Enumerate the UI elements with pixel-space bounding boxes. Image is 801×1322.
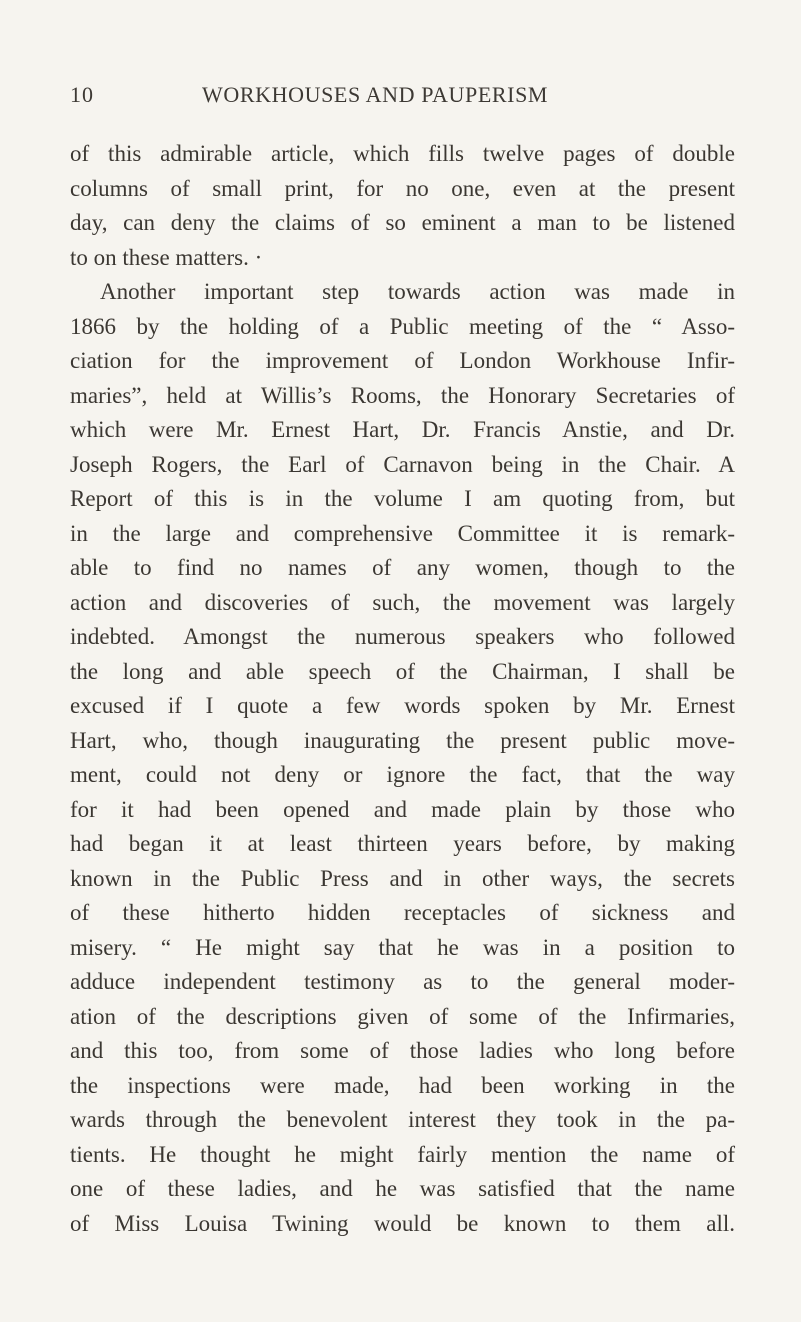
body-text — [70, 137, 735, 1241]
text-line: indebted. Amongst the numerous speakers who followed — [70, 624, 735, 649]
text-line: maries”, held at Willis’s Rooms, the Honorary Secretaries of — [70, 382, 735, 408]
text-line: the long and able speech of the Chairman, I shall be — [70, 658, 735, 684]
text-line: able to find no names of any women, though to the — [70, 555, 735, 580]
text-line: Report of this is in the volume I am quoting from, but — [70, 486, 735, 511]
text-line: Hart, who, though inaugurating the present public move- — [70, 727, 735, 753]
text-line: known in the Public Press and in other ways, the secrets — [70, 865, 735, 891]
text-line: day, can deny the claims of so eminent a man to be listened — [70, 210, 735, 235]
text-line-paragraph-start: Another important step towards action was made in — [100, 279, 735, 304]
text-line: of these hitherto hidden receptacles of sickness and — [70, 900, 735, 925]
text-line: ciation for the improvement of London Workhouse Infir- — [70, 348, 735, 373]
text-line: had began it at least thirteen years before, by making — [70, 831, 735, 856]
running-title: WORKHOUSES AND PAUPERISM — [202, 82, 549, 107]
text-line: for it had been opened and made plain by those who — [70, 796, 735, 822]
text-line: of this admirable article, which fills twelve pages of double — [70, 141, 735, 166]
text-line: of Miss Louisa Twining would be known to them all. — [70, 1210, 735, 1236]
text-line: tients. He thought he might fairly mention the name of — [70, 1141, 735, 1167]
text-line: ment, could not deny or ignore the fact, that the way — [70, 762, 735, 787]
text-line: and this too, from some of those ladies who long before — [70, 1038, 735, 1063]
text-line: action and discoveries of such, the movement was largely — [70, 589, 735, 615]
text-line: wards through the benevolent interest they took in the pa- — [70, 1107, 735, 1132]
text-line: one of these ladies, and he was satisfied that the name — [70, 1176, 735, 1201]
text-line: in the large and comprehensive Committee it is remark- — [70, 520, 735, 546]
page-number: 10 — [70, 82, 94, 107]
text-line: ation of the descriptions given of some of the Infirmaries, — [70, 1003, 735, 1029]
text-line: misery. “ He might say that he was in a position to — [70, 934, 735, 960]
text-line: adduce independent testimony as to the general moder- — [70, 969, 735, 994]
text-line: Joseph Rogers, the Earl of Carnavon being in the Chair. A — [70, 451, 735, 477]
text-line: the inspections were made, had been working in the — [70, 1072, 735, 1098]
text-line: to on these matters. · — [70, 244, 263, 270]
text-line: which were Mr. Ernest Hart, Dr. Francis Anstie, and Dr. — [70, 417, 735, 442]
text-line: excused if I quote a few words spoken by Mr. Ernest — [70, 693, 735, 718]
text-line: 1866 by the holding of a Public meeting of the “ Asso- — [70, 313, 735, 339]
text-line: columns of small print, for no one, even at the present — [70, 175, 735, 201]
page-header — [70, 82, 735, 112]
